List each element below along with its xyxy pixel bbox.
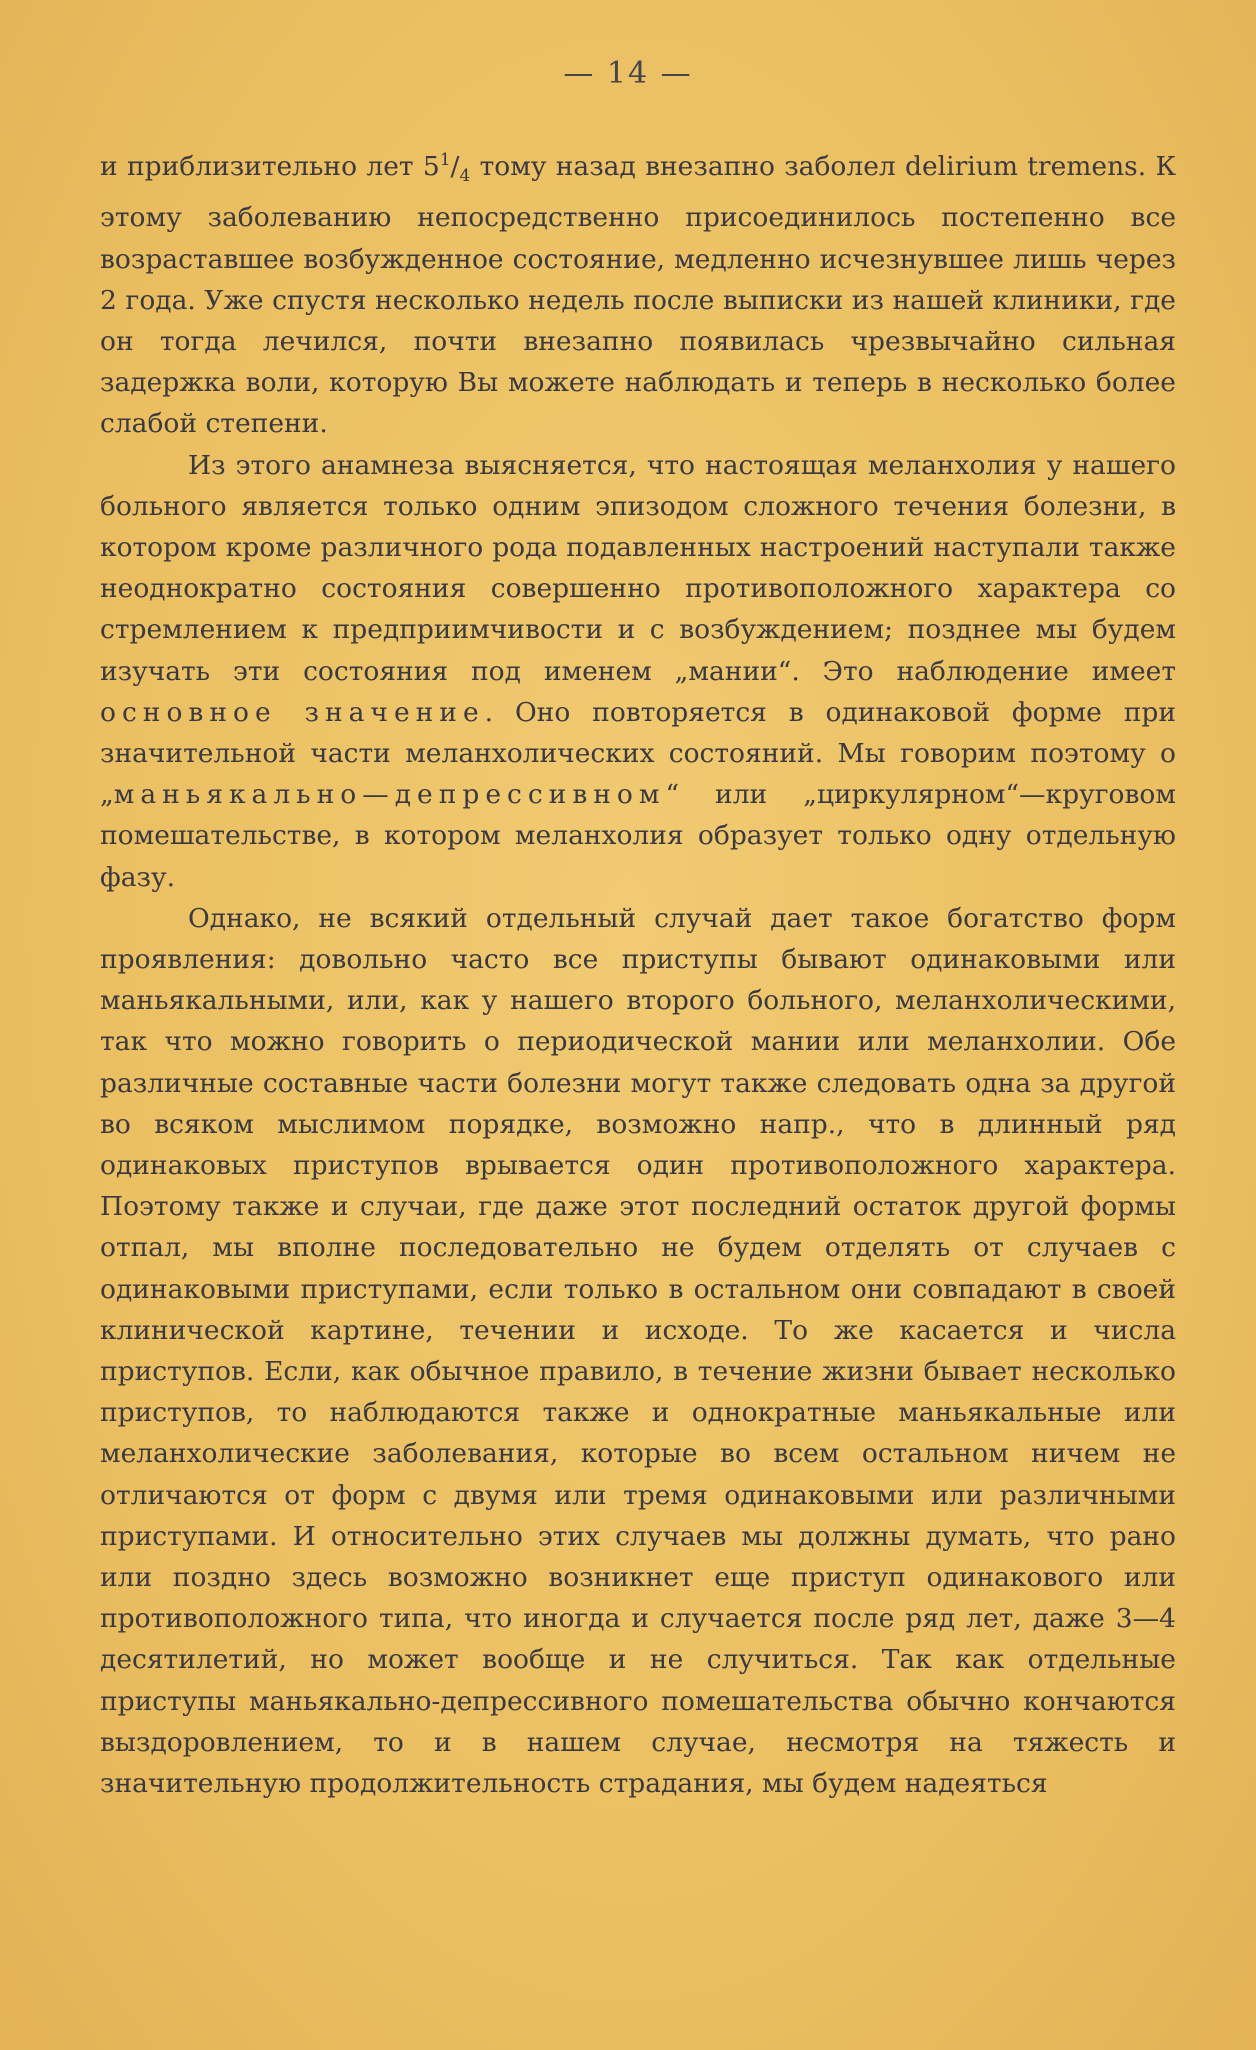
- paragraph-1: [100, 140, 1176, 445]
- emphasis-basic-meaning: основное значение: [100, 696, 485, 728]
- paragraph-2-part-e: “ или „циркулярном“—круговом помешательстве, в котором меланхолия образует только одну отдельную фазу.: [100, 779, 1176, 893]
- page-number: — 14 —: [563, 56, 693, 91]
- fraction-denominator: 4: [459, 166, 471, 187]
- paragraph-1-part-a: и приблизительно лет 5: [100, 150, 440, 182]
- fraction-slash: /: [450, 150, 460, 182]
- paragraph-1-part-c: тому назад внезапно заболел delirium tremens. К этому заболеванию непосредственно присоединилось постепенно все возраставшее возбужденное состояние, медленно исчезнувшее лишь через 2 года. Уже спустя несколько недель после выписки из нашей клиники, где он тогда лечился, почти внезапно появилась чрезвычайно сильная задержка воли, которую Вы можете наблюдать и теперь в несколько более слабой степени.: [100, 150, 1177, 440]
- paragraph-2-part-c: . Оно повторяется в одинаковой форме при значительной части меланхолических состояний. Мы говорим поэтому о „: [100, 696, 1176, 811]
- body-text: [100, 140, 1176, 1804]
- emphasis-manic-depressive: маньякально—депрессивном: [113, 779, 666, 811]
- paragraph-2: [100, 445, 1176, 898]
- fraction-numerator: 1: [439, 150, 451, 170]
- paragraph-2-part-a: Из этого анамнеза выясняется, что настоящая меланхолия у нашего больного является только одним эпизодом сложного течения болезни, в котором кроме различного рода подавленных настроений наступали также неоднократно состояния совершенно противоположного характера со стремлением к предприимчивости и с возбуждением; позднее мы будем изучать эти состояния под именем „мании“. Это наблюдение имеет: [100, 449, 1176, 687]
- paragraph-3: Однако, не всякий отдельный случай дает такое богатство форм проявления: довольно часто все приступы бывают одинаковыми или маньякальными, или, как у нашего второго больного, меланхолическими, так что можно говорить о периодической мании или меланхолии. Обе различные составные части болезни могут также следовать одна за другой во всяком мыслимом порядке, возможно напр., что в длинный ряд одинаковых приступов врывается один противоположного характера. Поэтому также и случаи, где даже этот последний остаток другой формы отпал, мы вполне последовательно не будем отделять от случаев с одинаковыми приступами, если только в остальном они совпадают в своей клинической картине, течении и исходе. То же касается и числа приступов. Если, как обычное правило, в течение жизни бывает несколько приступов, то наблюдаются также и однократные маньякальные или меланхолические заболевания, которые во всем остальном ничем не отличаются от форм с двумя или тремя одинаковыми или различными приступами. И относительно этих случаев мы должны думать, что рано или поздно здесь возможно возникнет еще приступ одинакового или противоположного типа, что иногда и случается после ряд лет, даже 3—4 десятилетий, но может вообще и не случиться. Так как отдельные приступы маньякально-депрессивного помешательства обычно кончаются выздоровлением, то и в нашем случае, несмотря на тяжесть и значительную продолжительность страдания, мы будем надеяться: [100, 902, 1176, 1800]
